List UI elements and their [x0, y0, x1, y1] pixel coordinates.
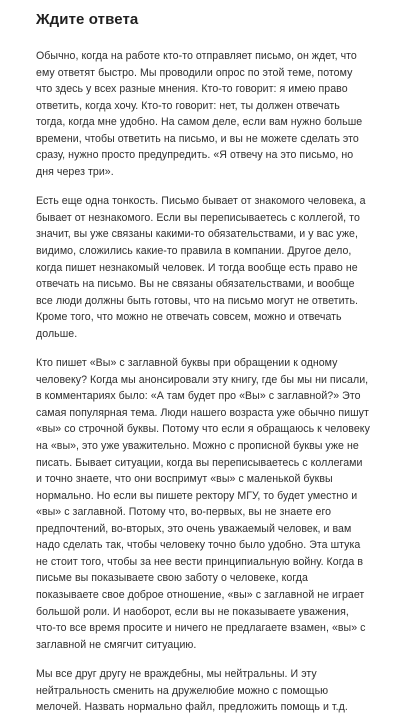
article-title: Ждите ответа [36, 11, 139, 28]
article-paragraph: Кто пишет «Вы» с заглавной буквы при обращении к одному человеку? Когда мы анонсировали эту книгу, где бы мы ни писали, в комментариях было: «А там будет про «Вы» с заглавной?» Это самая популярная тема. Люди нашего возраста уже обычно пишут «вы» со строчной буквы. Потому что если я обращаюсь к человеку на «вы», это уже уважительно. Можно с прописной буквы уже не писать. Бывает ситуации, когда вы переписываетесь с коллегами и точно знаете, что они воспримут «вы» с маленькой буквы нормально. Но если вы пишете ректору МГУ, то будет уместно и «вы» с заглавной. Потому что, во-первых, вы не знаете его предпочтений, во-вторых, это очень уважаемый человек, и вам надо сделать так, чтобы человеку точно было удобно. Эта штука не стоит того, чтобы за нее вести принципиальную войну. Когда в письме вы показываете свою заботу о человеке, когда показываете свое доброе отношение, «вы» с заглавной не играет большой роли. И наоборот, если вы не показываете уважения, что-то все время просите и ничего не предлагаете взамен, «вы» с заглавной не смягчит ситуацию. [36, 357, 370, 651]
article-paragraph: Мы все друг другу не враждебны, мы нейтральны. И эту нейтральность сменить на дружелюбие можно с помощью мелочей. Назвать нормально файл, предложить помощь и т.д. [36, 668, 348, 714]
article-paragraph: Обычно, когда на работе кто-то отправляет письмо, он ждет, что ему ответят быстро. Мы проводили опрос по этой теме, потому что здесь у всех разные мнения. Кто-то говорит: я имею право ответить, когда хочу. Кто-то говорит: нет, ты должен отвечать тогда, когда мне удобно. На самом деле, если вам нужно больше времени, чтобы ответить на письмо, и вы не можете сделать это сразу, нужно просто предупредить. «Я отвечу на это письмо, но дня через три». [36, 50, 363, 178]
article-paragraph: Есть еще одна тонкость. Письмо бывает от знакомого человека, а бывает от незнакомого. Если вы переписываетесь с коллегой, то значит, вы уже связаны какими-то обязательствами, и у вас уже, видимо, сложились какие-то правила в компании. Другое дело, когда пишет незнакомый человек. И тогда вообще есть право не отвечать на письмо. Вы не связаны обязательствами, и вообще все люди должны быть готовы, что на письмо могут не ответить. Кроме того, что можно не отвечать совсем, можно и отвечать дольше. [36, 195, 366, 340]
